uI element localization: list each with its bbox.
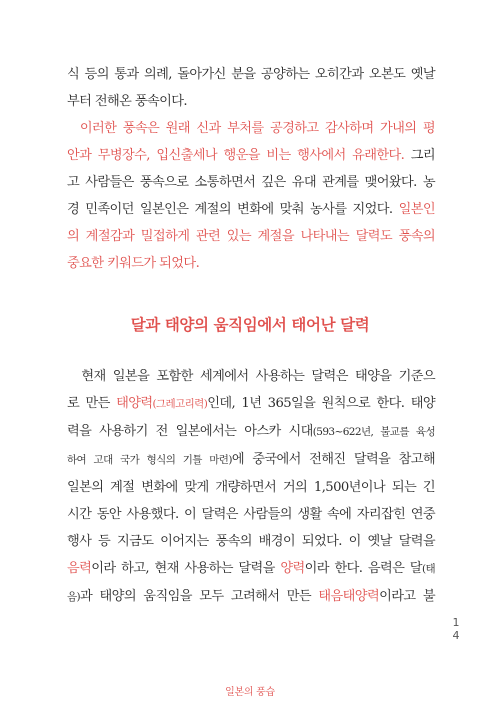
body-text: 경 민족이던 일본인은 계절의 변화에 맞춰 농사를 지었다. [67, 202, 393, 217]
text-line: 행사 등 지금도 이어지는 풍속의 배경이 되었다. 이 옛날 달력을 [67, 534, 435, 549]
page-number [450, 616, 462, 642]
running-footer: 일본의 풍습 [225, 687, 275, 698]
highlight-text: 이러한 풍속은 원래 신과 부처를 공경하고 감사하며 가내의 평 [79, 121, 435, 136]
term-lunar-calendar: 음력 [67, 561, 92, 576]
text-line [67, 583, 435, 611]
page-number-digit: 1 [452, 616, 460, 629]
paragraph-origin-of-customs [67, 115, 435, 277]
term-lunisolar-calendar: 태음태양력 [318, 589, 380, 604]
text-line: 식 등의 통과 의례, 돌아가신 분을 공양하는 오히간과 오본도 옛날 [67, 67, 435, 82]
term-gregorian-note: (그레고리력) [152, 398, 208, 410]
text-line: 부터 전해온 풍속이다. [67, 94, 188, 109]
highlight-text: 일본인 [392, 202, 435, 217]
paragraph-calendar [67, 363, 435, 611]
text-line: 고 사람들은 풍속으로 소통하면서 깊은 유대 관계를 맺어왔다. 농 [67, 175, 435, 190]
body-text: 이라고 불 [379, 589, 436, 604]
body-text: 그리 [404, 148, 435, 163]
body-text: 현재 일본을 포함한 세계에서 사용하는 달력은 태양을 기준으 [81, 369, 435, 384]
text-line: 시간 동안 사용했다. 이 달력은 사람들의 생활 속에 자리잡힌 연중 [67, 507, 435, 522]
footnote-inline: (태 [421, 563, 435, 575]
body-text: 인데, 1년 365일을 원칙으로 한다. 태양 [207, 396, 435, 411]
text-line [67, 196, 435, 223]
highlight-text: 안과 무병장수, 입신출세나 행운을 비는 행사에서 유래한다. [67, 148, 405, 163]
text-line [67, 418, 435, 446]
body-text: 력을 사용하기 전 일본에서는 아스카 시대 [67, 424, 313, 439]
text-line [67, 446, 435, 474]
footnote-inline: 음) [67, 591, 81, 603]
page-number-digit: 4 [452, 629, 460, 642]
body-text: 과 태양의 움직임을 모두 고려해서 만든 [80, 589, 319, 604]
text-line [67, 115, 435, 142]
term-solar-calendar: 태양력 [116, 396, 153, 411]
body-text: 이라 하고, 현재 사용하는 달력을 [91, 561, 281, 576]
body-text: 로 만든 [67, 396, 117, 411]
text-line [67, 555, 435, 583]
body-text: 이라 한다. 음력은 달 [304, 561, 422, 576]
paragraph-intro-continuation [67, 61, 435, 115]
highlight-line: 의 계절감과 밀접하게 관련 있는 계절을 나타내는 달력도 풍속의 [67, 229, 435, 244]
text-line [67, 390, 435, 418]
text-line [67, 142, 435, 169]
footnote-inline: (593~622년, 불교를 육성 [312, 426, 435, 438]
text-line: 일본의 계절 변화에 맞게 개량하면서 거의 1,500년이나 되는 긴 [67, 480, 435, 495]
text-line [67, 363, 435, 390]
footnote-inline: 하여 고대 국가 형식의 기틀 마련) [67, 454, 232, 466]
term-solar-calendar: 양력 [280, 561, 305, 576]
section-heading: 달과 태양의 움직임에서 태어난 달력 [130, 316, 370, 334]
highlight-line: 중요한 키워드가 되었다. [67, 256, 200, 271]
body-text: 에 중국에서 전해진 달력을 참고해 [231, 452, 435, 467]
